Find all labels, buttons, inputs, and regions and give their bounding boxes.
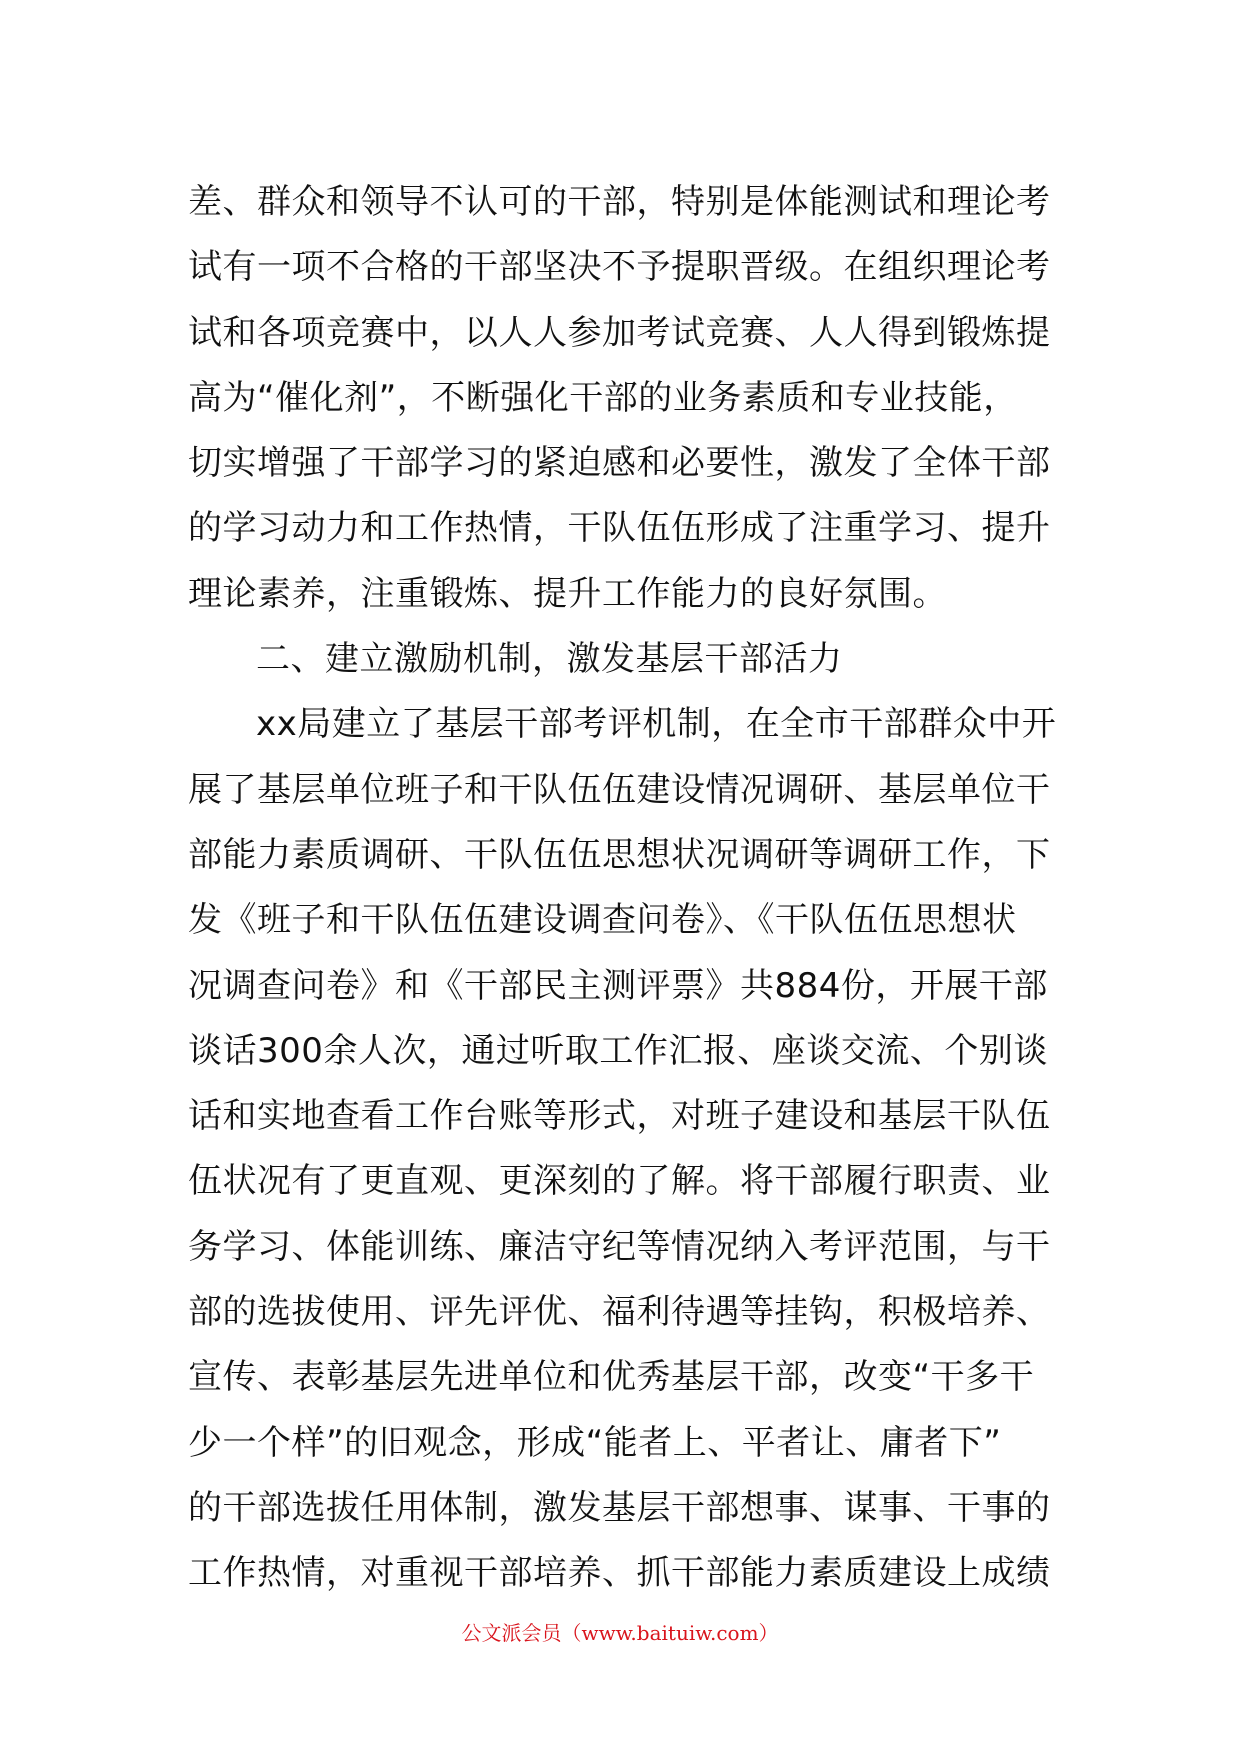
text-line: 切实增强了干部学习的紧迫感和必要性，激发了全体干部 — [188, 443, 1051, 484]
text-line: 部能力素质调研、干队伍伍思想状况调研等调研工作，下 — [188, 834, 1051, 875]
text-line: 高为“催化剂”，不断强化干部的业务素质和专业技能， — [188, 377, 1018, 418]
text-line: 务学习、体能训练、廉洁守纪等情况纳入考评范围，与干 — [188, 1226, 1051, 1267]
text-line: 展了基层单位班子和干队伍伍建设情况调研、基层单位干 — [188, 769, 1051, 810]
text-line: 试和各项竞赛中，以人人参加考试竞赛、人人得到锻炼提 — [188, 312, 1051, 353]
text-line: 话和实地查看工作台账等形式，对班子建设和基层干队伍 — [188, 1096, 1051, 1137]
footer-watermark-link[interactable]: 公文派会员（www.baituiw.com） — [461, 1621, 779, 1645]
text-line: 谈话300余人次，通过听取工作汇报、座谈交流、个别谈 — [188, 1030, 1048, 1071]
text-line: 理论素养，注重锻炼、提升工作能力的良好氛围。 — [188, 573, 947, 614]
text-line: 的干部选拔任用体制，激发基层干部想事、谋事、干事的 — [188, 1487, 1051, 1528]
text-line: 部的选拔使用、评先评优、福利待遇等挂钩，积极培养、 — [188, 1292, 1051, 1333]
text-line: 试有一项不合格的干部坚决不予提职晋级。在组织理论考 — [188, 247, 1051, 288]
text-line: 发《班子和干队伍伍建设调查问卷》、《干队伍伍思想状 — [188, 900, 1017, 941]
text-line: 伍状况有了更直观、更深刻的了解。将干部履行职责、业 — [188, 1161, 1051, 1202]
text-line: 况调查问卷》和《干部民主测评票》共884份，开展干部 — [188, 965, 1048, 1006]
body-text — [188, 170, 1058, 1607]
text-line: 差、群众和领导不认可的干部，特别是体能测试和理论考 — [188, 182, 1051, 222]
text-line: 宣传、表彰基层先进单位和优秀基层干部，改变“干多干 — [188, 1357, 1035, 1398]
text-line: 的学习动力和工作热情，干队伍伍形成了注重学习、提升 — [188, 508, 1051, 549]
section-heading: 二、建立激励机制，激发基层干部活力 — [256, 639, 843, 680]
text-line: 工作热情，对重视干部培养、抓干部能力素质建设上成绩 — [188, 1553, 1051, 1594]
text-line: 少一个样”的旧观念，形成“能者上、平者让、庸者下” — [188, 1422, 1002, 1463]
paragraph-start-line: xx局建立了基层干部考评机制，在全市干部群众中开 — [256, 704, 1057, 745]
